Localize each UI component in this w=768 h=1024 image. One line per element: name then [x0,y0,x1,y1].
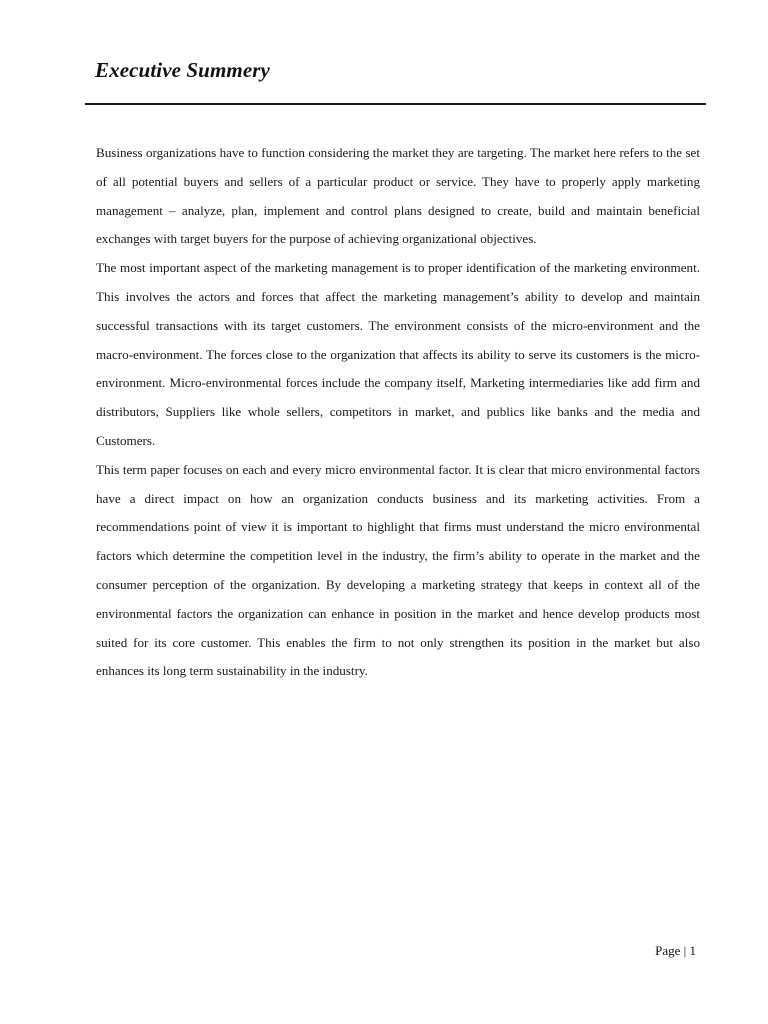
paragraph-2: The most important aspect of the marketing management is to proper identification of the marketing environment. This involves the actors and forces that affect the marketing management’s ability to develop and maintain successful transactions with its target customers. The environment consists of the micro-environment and the macro-environment. The forces close to the organization that affects its ability to serve its customers is the micro-environment. Micro-environmental forces include the company itself, Marketing intermediaries like add firm and distributors, Suppliers like whole sellers, competitors in market, and publics like banks and the media and Customers. [96,260,700,448]
paragraph-3: This term paper focuses on each and every micro environmental factor. It is clear that micro environmental factors have a direct impact on how an organization conducts business and its marketing activities. From a recommendations point of view it is important to highlight that firms must understand the micro environmental factors which determine the competition level in the industry, the firm’s ability to operate in the market and the consumer perception of the organization. By developing a marketing strategy that keeps in context all of the environmental factors the organization can enhance in position in the market and hence develop products most suited for its core customer. This enables the firm to not only strengthen its position in the market but also enhances its long term sustainability in the industry. [96,461,700,679]
page-number: Page | 1 [655,943,696,958]
paragraph-1: Business organizations have to function considering the market they are targeting. The market here refers to the set of all potential buyers and sellers of a particular product or service. They have to properly apply marketing management – analyze, plan, implement and control plans designed to create, build and maintain beneficial exchanges with target buyers for the purpose of achieving organizational objectives. [96,145,700,247]
heading-divider [85,103,706,105]
page-title: Executive Summery [95,58,270,82]
body-text [96,139,700,686]
